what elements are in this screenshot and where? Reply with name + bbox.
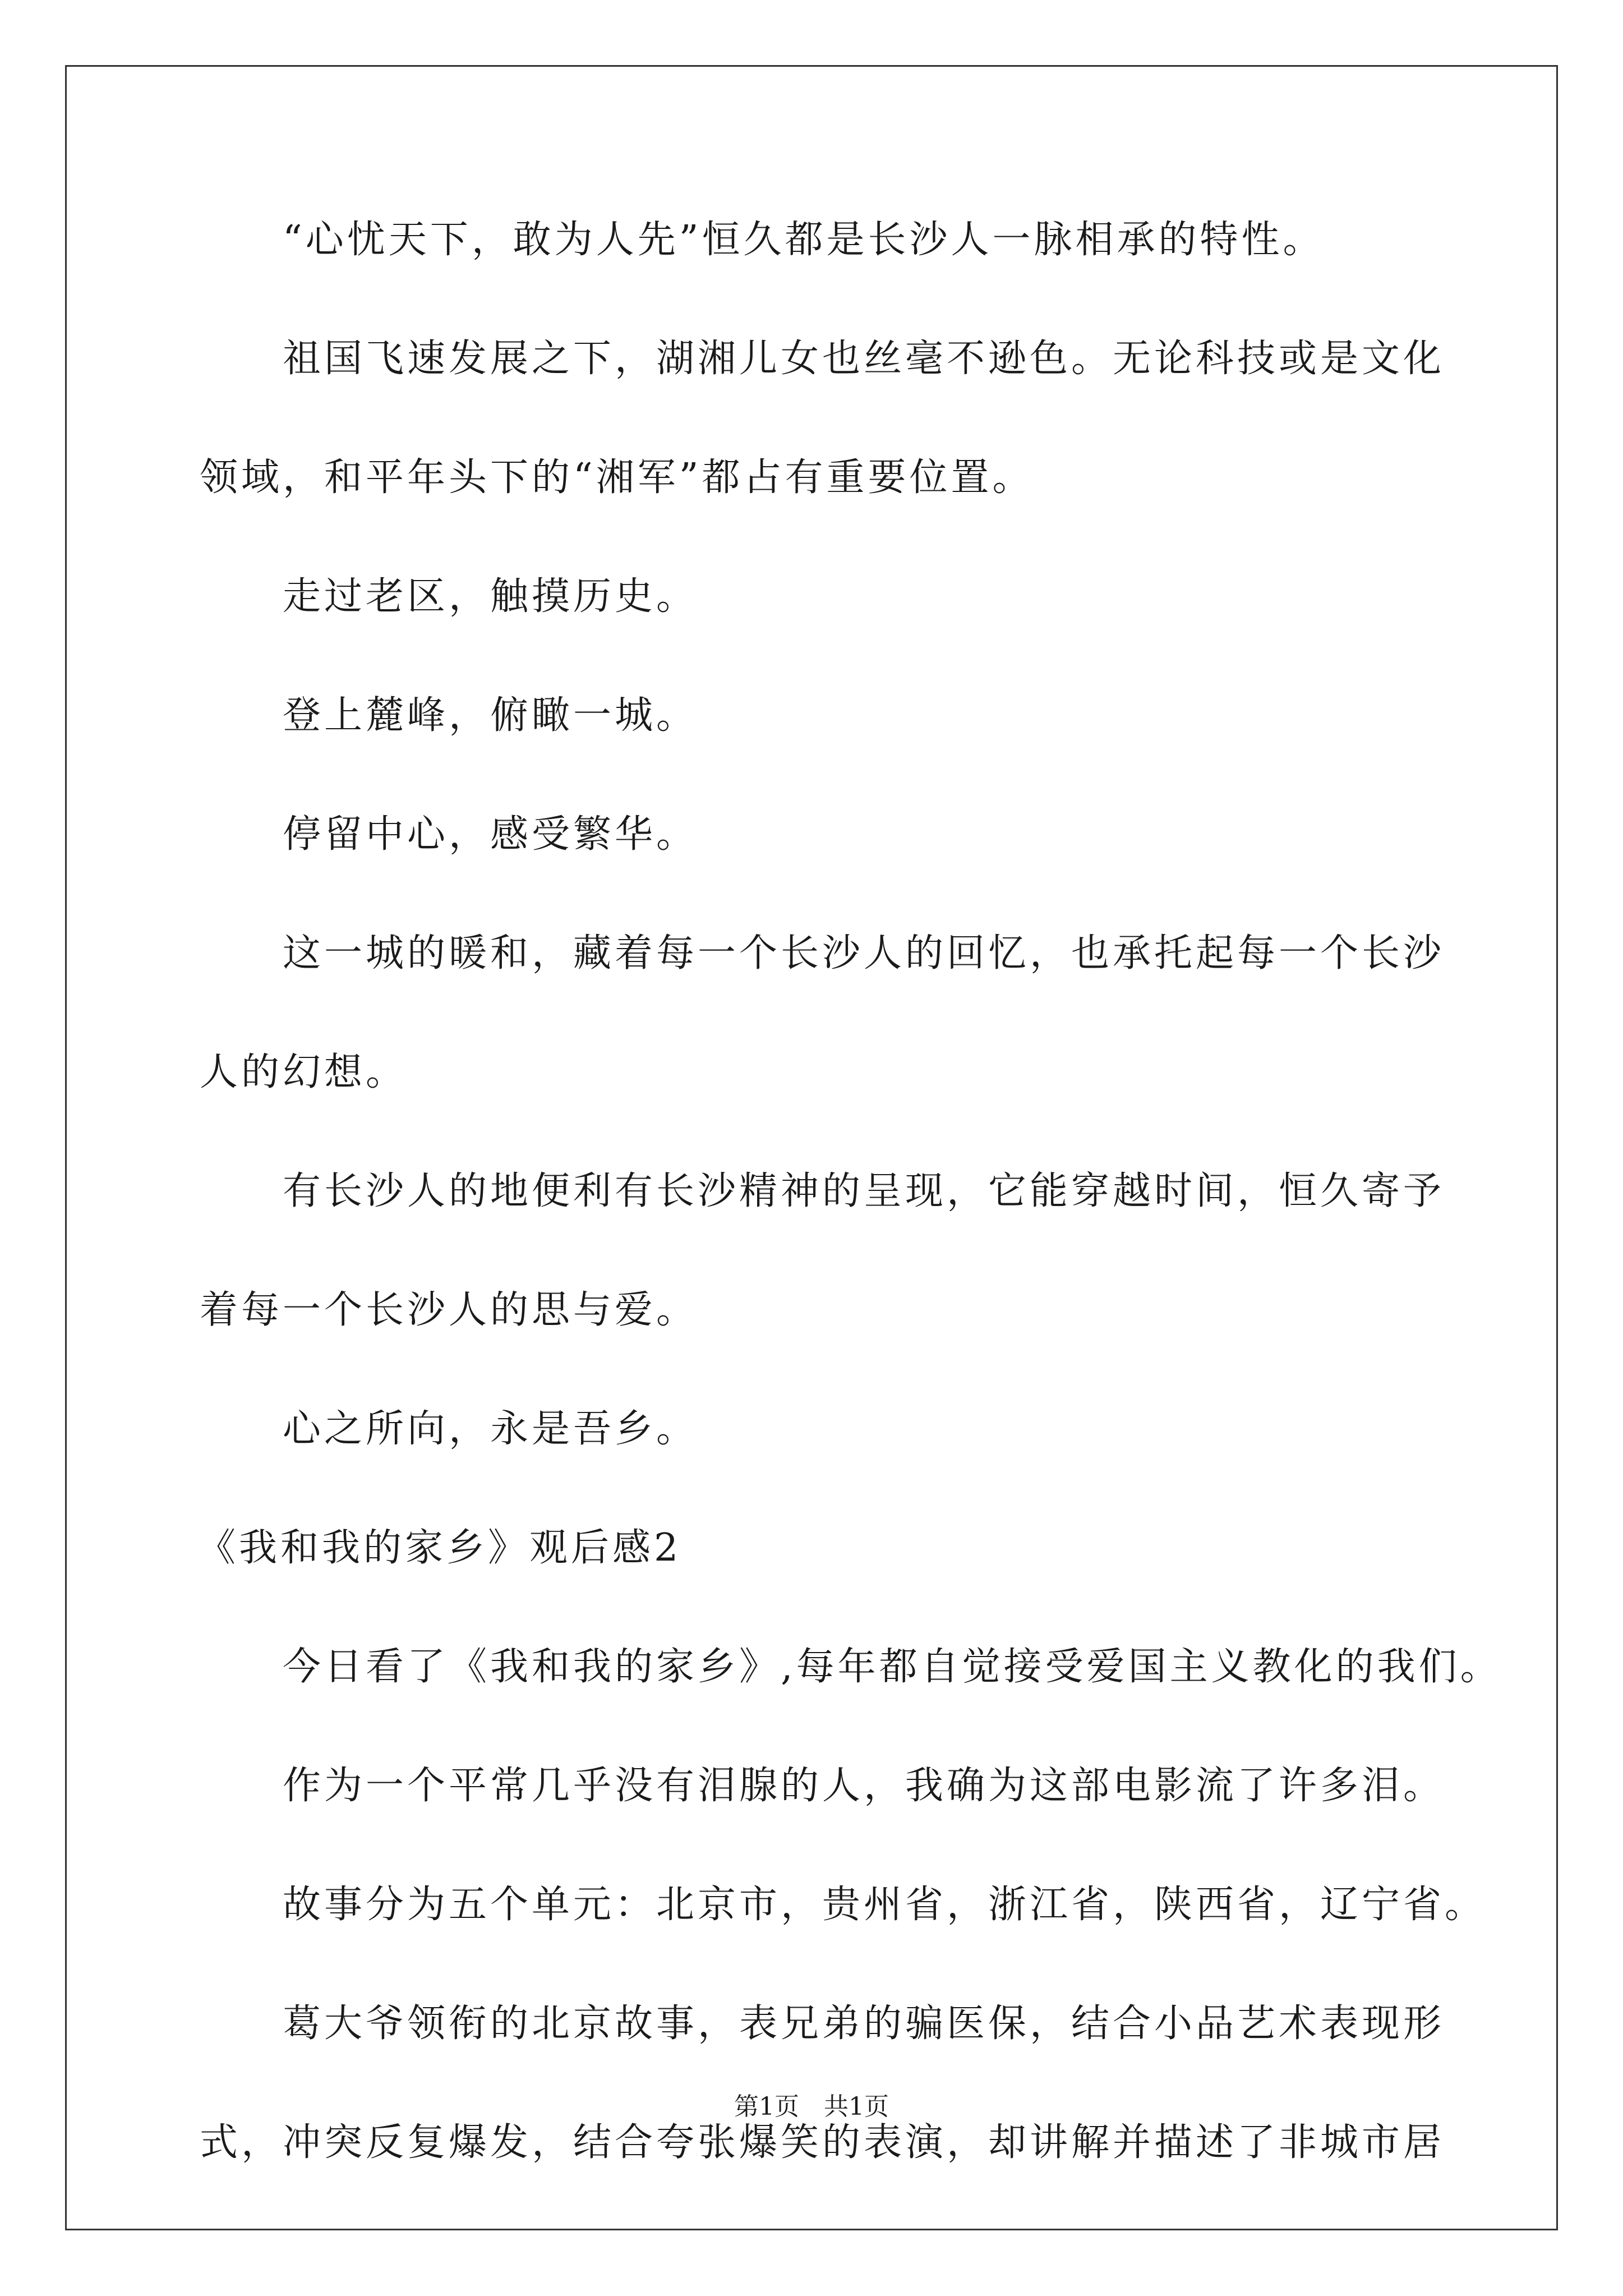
section-heading: 《我和我的家乡》观后感2: [197, 1526, 682, 1570]
paragraph-line: 这一城的暖和，藏着每一个长沙人的回忆，也承托起每一个长沙: [283, 931, 1445, 976]
paragraph-line: 故事分为五个单元：北京市，贵州省，浙江省，陕西省，辽宁省。: [283, 1883, 1487, 1927]
paragraph-line: 有长沙人的地便利有长沙精神的呈现，它能穿越时间，恒久寄予: [283, 1169, 1445, 1213]
paragraph-line: 走过老区，触摸历史。: [283, 574, 698, 619]
paragraph-line: 心之所向，永是吾乡。: [283, 1407, 698, 1451]
paragraph-line: 祖国飞速发展之下，湖湘儿女也丝毫不逊色。无论科技或是文化: [283, 337, 1445, 381]
paragraph-line: 今日看了《我和我的家乡》,每年都自觉接受爱国主义教化的我们。: [283, 1645, 1502, 1689]
paragraph-line: 停留中心，感受繁华。: [283, 812, 698, 857]
paragraph-line: 人的幻想。: [200, 1050, 408, 1094]
paragraph-line: 作为一个平常几乎没有泪腺的人，我确为这部电影流了许多泪。: [283, 1764, 1445, 1808]
paragraph-line: 葛大爷领衔的北京故事，表兄弟的骗医保，结合小品艺术表现形: [283, 2001, 1445, 2046]
paragraph-line: 式，冲突反复爆发，结合夸张爆笑的表演，却讲解并描述了非城市居: [200, 2120, 1445, 2165]
paragraph-line: 登上麓峰，俯瞰一城。: [283, 693, 698, 738]
paragraph-line: 领域，和平年头下的“湘军”都占有重要位置。: [200, 455, 1034, 500]
paragraph-line: 着每一个长沙人的思与爱。: [200, 1288, 698, 1332]
page-footer: 第1页 共1页: [734, 2092, 889, 2121]
paragraph-line: “心忧天下，敢为人先”恒久都是长沙人一脉相承的特性。: [283, 218, 1325, 262]
